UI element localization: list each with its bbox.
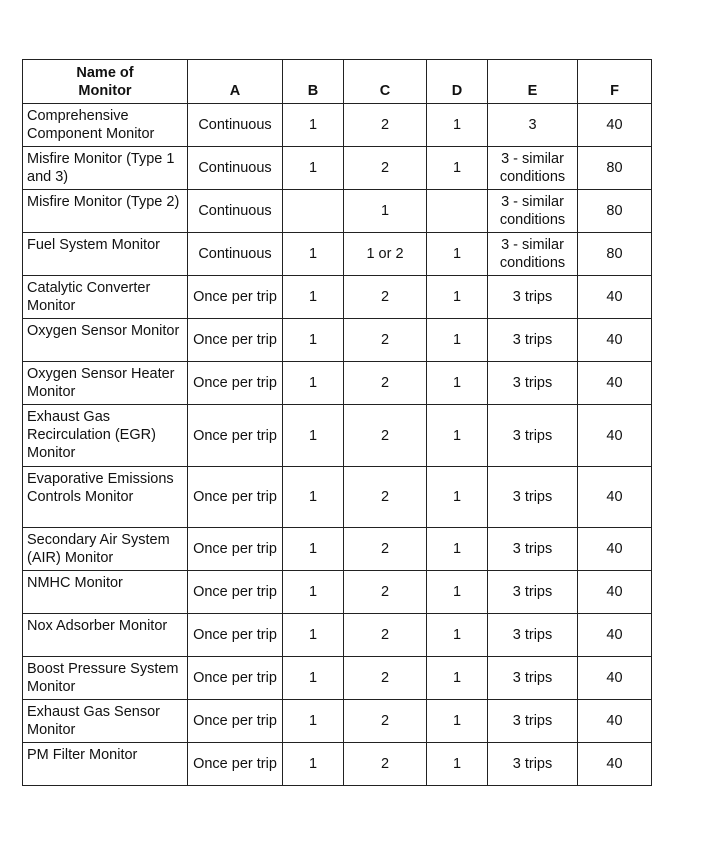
column-d-cell: 1 xyxy=(427,657,488,700)
column-e-cell: 3 - similar conditions xyxy=(488,147,578,190)
column-e-cell: 3 - similar conditions xyxy=(488,190,578,233)
column-c-cell: 2 xyxy=(344,528,427,571)
monitor-name-cell: Fuel System Monitor xyxy=(23,233,188,276)
header-column-b: B xyxy=(283,60,344,104)
column-d-cell: 1 xyxy=(427,700,488,743)
header-row xyxy=(23,60,652,104)
column-d-cell: 1 xyxy=(427,233,488,276)
column-a-cell: Once per trip xyxy=(188,743,283,786)
table-row xyxy=(23,528,652,571)
column-d-cell xyxy=(427,190,488,233)
column-f-cell: 80 xyxy=(578,190,652,233)
monitor-name-cell: Catalytic Converter Monitor xyxy=(23,276,188,319)
column-a-cell: Continuous xyxy=(188,147,283,190)
table-row xyxy=(23,571,652,614)
column-b-cell: 1 xyxy=(283,104,344,147)
column-c-cell: 2 xyxy=(344,405,427,467)
monitor-name-cell: Boost Pressure System Monitor xyxy=(23,657,188,700)
header-column-c: C xyxy=(344,60,427,104)
column-e-cell: 3 trips xyxy=(488,405,578,467)
column-e-cell: 3 trips xyxy=(488,467,578,528)
column-f-cell: 40 xyxy=(578,657,652,700)
column-f-cell: 40 xyxy=(578,743,652,786)
monitor-name-cell: Exhaust Gas Recirculation (EGR) Monitor xyxy=(23,405,188,467)
table-row xyxy=(23,614,652,657)
column-e-cell: 3 trips xyxy=(488,571,578,614)
column-e-cell: 3 trips xyxy=(488,700,578,743)
monitor-name-cell: NMHC Monitor xyxy=(23,571,188,614)
column-b-cell: 1 xyxy=(283,700,344,743)
column-a-cell: Once per trip xyxy=(188,528,283,571)
column-a-cell: Once per trip xyxy=(188,614,283,657)
column-d-cell: 1 xyxy=(427,147,488,190)
column-f-cell: 40 xyxy=(578,276,652,319)
table-row xyxy=(23,276,652,319)
column-b-cell: 1 xyxy=(283,657,344,700)
monitor-name-cell: Misfire Monitor (Type 1 and 3) xyxy=(23,147,188,190)
column-d-cell: 1 xyxy=(427,319,488,362)
column-f-cell: 80 xyxy=(578,147,652,190)
column-c-cell: 2 xyxy=(344,614,427,657)
column-f-cell: 40 xyxy=(578,571,652,614)
monitor-name-cell: Evaporative Emissions Controls Monitor xyxy=(23,467,188,528)
column-b-cell: 1 xyxy=(283,405,344,467)
table-row xyxy=(23,700,652,743)
column-b-cell: 1 xyxy=(283,276,344,319)
column-a-cell: Once per trip xyxy=(188,657,283,700)
column-e-cell: 3 xyxy=(488,104,578,147)
column-a-cell: Once per trip xyxy=(188,319,283,362)
column-b-cell: 1 xyxy=(283,147,344,190)
column-c-cell: 1 xyxy=(344,190,427,233)
table-row xyxy=(23,743,652,786)
column-c-cell: 2 xyxy=(344,276,427,319)
column-e-cell: 3 - similar conditions xyxy=(488,233,578,276)
column-d-cell: 1 xyxy=(427,528,488,571)
column-c-cell: 2 xyxy=(344,467,427,528)
column-b-cell: 1 xyxy=(283,571,344,614)
monitor-table xyxy=(22,59,652,786)
column-d-cell: 1 xyxy=(427,571,488,614)
table-row xyxy=(23,104,652,147)
column-a-cell: Once per trip xyxy=(188,276,283,319)
column-f-cell: 40 xyxy=(578,467,652,528)
column-b-cell: 1 xyxy=(283,743,344,786)
column-c-cell: 2 xyxy=(344,104,427,147)
monitor-name-cell: Oxygen Sensor Heater Monitor xyxy=(23,362,188,405)
table-row xyxy=(23,362,652,405)
column-f-cell: 40 xyxy=(578,362,652,405)
column-e-cell: 3 trips xyxy=(488,362,578,405)
column-c-cell: 1 or 2 xyxy=(344,233,427,276)
header-column-f: F xyxy=(578,60,652,104)
monitor-name-cell: PM Filter Monitor xyxy=(23,743,188,786)
column-d-cell: 1 xyxy=(427,362,488,405)
header-column-d: D xyxy=(427,60,488,104)
table-row xyxy=(23,467,652,528)
monitor-name-cell: Secondary Air System (AIR) Monitor xyxy=(23,528,188,571)
column-e-cell: 3 trips xyxy=(488,319,578,362)
column-d-cell: 1 xyxy=(427,614,488,657)
header-name-of-monitor: Name of Monitor xyxy=(23,60,188,104)
table-row xyxy=(23,319,652,362)
column-c-cell: 2 xyxy=(344,362,427,405)
header-column-e: E xyxy=(488,60,578,104)
monitor-name-cell: Misfire Monitor (Type 2) xyxy=(23,190,188,233)
monitor-name-cell: Oxygen Sensor Monitor xyxy=(23,319,188,362)
monitor-name-cell: Exhaust Gas Sensor Monitor xyxy=(23,700,188,743)
column-b-cell xyxy=(283,190,344,233)
column-d-cell: 1 xyxy=(427,405,488,467)
column-c-cell: 2 xyxy=(344,147,427,190)
column-c-cell: 2 xyxy=(344,657,427,700)
column-d-cell: 1 xyxy=(427,276,488,319)
column-b-cell: 1 xyxy=(283,362,344,405)
column-d-cell: 1 xyxy=(427,104,488,147)
header-column-a: A xyxy=(188,60,283,104)
monitor-name-cell: Comprehensive Component Monitor xyxy=(23,104,188,147)
column-b-cell: 1 xyxy=(283,467,344,528)
table-body xyxy=(23,104,652,786)
table-row xyxy=(23,657,652,700)
column-a-cell: Once per trip xyxy=(188,700,283,743)
table-row xyxy=(23,405,652,467)
column-c-cell: 2 xyxy=(344,571,427,614)
column-f-cell: 40 xyxy=(578,528,652,571)
column-f-cell: 40 xyxy=(578,104,652,147)
column-d-cell: 1 xyxy=(427,743,488,786)
column-f-cell: 80 xyxy=(578,233,652,276)
column-d-cell: 1 xyxy=(427,467,488,528)
column-c-cell: 2 xyxy=(344,743,427,786)
column-a-cell: Once per trip xyxy=(188,571,283,614)
column-e-cell: 3 trips xyxy=(488,276,578,319)
column-f-cell: 40 xyxy=(578,700,652,743)
column-f-cell: 40 xyxy=(578,319,652,362)
column-b-cell: 1 xyxy=(283,528,344,571)
column-a-cell: Continuous xyxy=(188,190,283,233)
column-a-cell: Once per trip xyxy=(188,405,283,467)
column-e-cell: 3 trips xyxy=(488,657,578,700)
column-c-cell: 2 xyxy=(344,319,427,362)
column-e-cell: 3 trips xyxy=(488,614,578,657)
column-b-cell: 1 xyxy=(283,614,344,657)
column-a-cell: Once per trip xyxy=(188,362,283,405)
column-c-cell: 2 xyxy=(344,700,427,743)
monitor-name-cell: Nox Adsorber Monitor xyxy=(23,614,188,657)
table-row xyxy=(23,147,652,190)
column-e-cell: 3 trips xyxy=(488,528,578,571)
column-a-cell: Once per trip xyxy=(188,467,283,528)
column-b-cell: 1 xyxy=(283,233,344,276)
column-e-cell: 3 trips xyxy=(488,743,578,786)
column-b-cell: 1 xyxy=(283,319,344,362)
column-f-cell: 40 xyxy=(578,614,652,657)
column-a-cell: Continuous xyxy=(188,233,283,276)
column-f-cell: 40 xyxy=(578,405,652,467)
column-a-cell: Continuous xyxy=(188,104,283,147)
table-row xyxy=(23,233,652,276)
table-row xyxy=(23,190,652,233)
